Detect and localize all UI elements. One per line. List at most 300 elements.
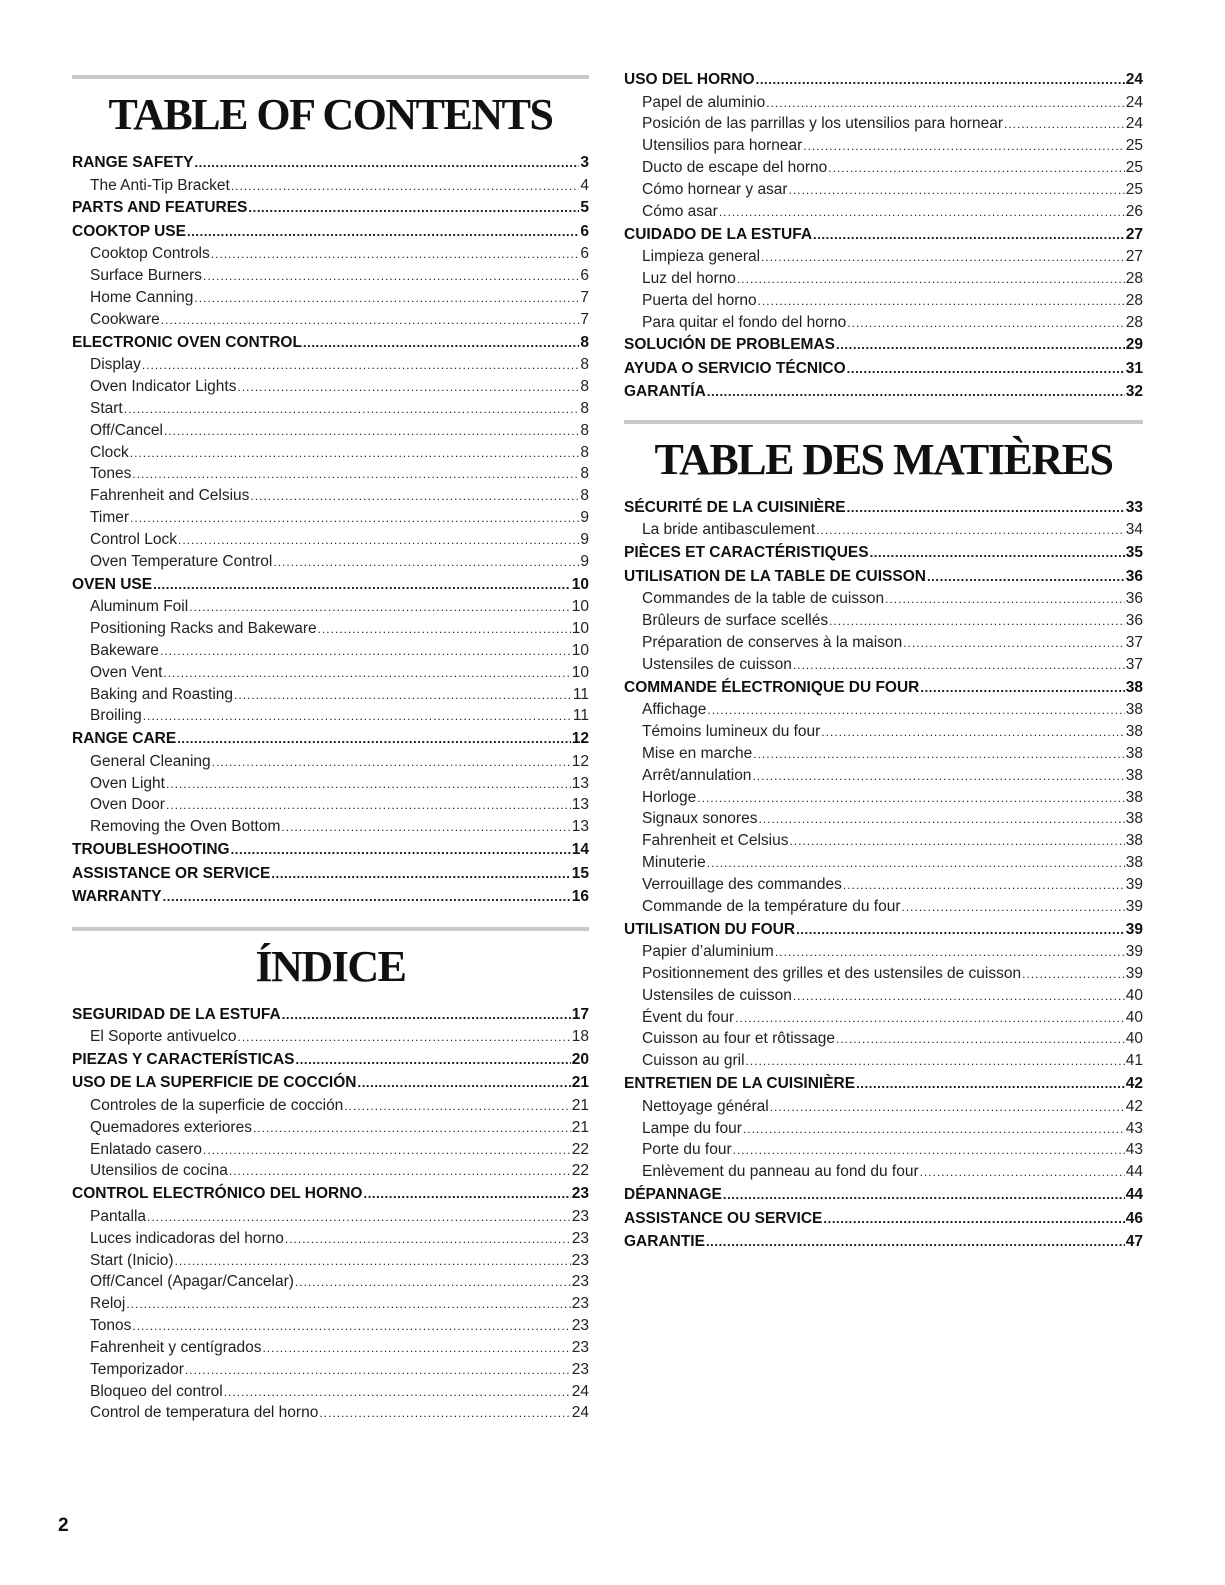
toc-subsection-entry [72, 243, 589, 265]
toc-page-number: 13 [571, 796, 589, 814]
toc-section-entry [72, 862, 589, 886]
toc-subsection-entry [624, 246, 1143, 268]
dot-leader [766, 93, 1125, 114]
toc-entry-title: Pantalla [90, 1207, 147, 1225]
dot-leader [248, 196, 579, 220]
toc-page-number: 23 [571, 1338, 589, 1356]
toc-subsection-entry [72, 751, 589, 773]
toc-entry-title: Papel de aluminio [642, 93, 766, 111]
toc-page-number: 33 [1125, 498, 1143, 516]
toc-entry-title: Broiling [90, 707, 142, 725]
toc-section-entry [624, 223, 1143, 247]
toc-subsection-entry [72, 773, 589, 795]
toc-page-number: 38 [1125, 810, 1143, 828]
dot-leader [870, 541, 1125, 565]
toc-page-number: 43 [1125, 1141, 1143, 1159]
toc-entry-title: SOLUCIÓN DE PROBLEMAS [624, 336, 835, 354]
toc-page-number: 8 [580, 333, 589, 351]
dot-leader [130, 443, 580, 464]
dot-leader [707, 380, 1125, 404]
toc-page-number: 24 [1125, 71, 1143, 88]
dot-leader [130, 508, 579, 529]
toc-subsection-entry [624, 268, 1143, 290]
dot-leader [823, 1207, 1124, 1231]
toc-entry-title: Posición de las parrillas y los utensilios para hornear [642, 115, 1003, 133]
dot-leader [132, 464, 579, 485]
dot-leader [234, 685, 572, 706]
toc-entry-title: ASSISTANCE OR SERVICE [72, 864, 271, 882]
toc-subsection-entry [72, 1026, 589, 1048]
toc-page-number: 27 [1125, 248, 1143, 266]
toc-entry-title: Utensilios para hornear [642, 137, 803, 155]
french-toc [624, 496, 1143, 1254]
toc-section-entry [624, 380, 1143, 404]
page-number: 2 [58, 1515, 69, 1536]
dot-leader [697, 788, 1124, 809]
toc-page-number: 10 [571, 663, 589, 681]
dot-leader [224, 1382, 571, 1403]
toc-page-number: 39 [1125, 897, 1143, 915]
dot-leader [719, 202, 1125, 223]
toc-entry-title: Luces indicadoras del horno [90, 1229, 284, 1247]
toc-section-entry [72, 331, 589, 355]
toc-entry-title: Control de temperatura del horno [90, 1404, 319, 1422]
toc-section-entry [72, 727, 589, 751]
toc-subsection-entry [72, 640, 589, 662]
toc-page-number: 12 [571, 730, 589, 748]
dot-leader [706, 1230, 1125, 1254]
dot-leader [142, 355, 580, 376]
toc-entry-title: Préparation de conserves à la maison [642, 633, 903, 651]
toc-entry-title: Minuterie [642, 854, 706, 872]
dot-leader [885, 589, 1125, 610]
dot-leader [262, 1338, 570, 1359]
toc-subsection-entry [72, 684, 589, 706]
dot-leader [166, 795, 571, 816]
toc-subsection-entry [72, 1160, 589, 1182]
toc-subsection-entry [624, 1028, 1143, 1050]
toc-page-number: 24 [1125, 93, 1143, 111]
toc-entry-title: Quemadores exteriores [90, 1118, 252, 1136]
dot-leader [756, 68, 1125, 92]
toc-entry-title: Commande de la température du four [642, 897, 901, 915]
dot-leader [187, 220, 579, 244]
dot-leader [856, 1072, 1125, 1096]
toc-entry-title: Enlatado casero [90, 1140, 203, 1158]
dot-leader [126, 1294, 570, 1315]
toc-entry-title: Commandes de la table de cuisson [642, 590, 885, 608]
toc-subsection-entry [72, 529, 589, 551]
toc-entry-title: USO DE LA SUPERFICIE DE COCCIÓN [72, 1074, 357, 1092]
dot-leader [296, 1048, 571, 1072]
spanish-toc-part-1 [72, 1003, 589, 1425]
toc-entry-title: PIEZAS Y CARACTERÍSTICAS [72, 1050, 295, 1068]
toc-page-number: 6 [580, 267, 589, 285]
dot-leader [203, 266, 579, 287]
toc-entry-title: Ustensiles de cuisson [642, 655, 792, 673]
toc-page-number: 9 [580, 530, 589, 548]
dot-leader [813, 223, 1125, 247]
dot-leader [282, 1003, 571, 1027]
toc-subsection-entry [624, 1096, 1143, 1118]
toc-entry-title: The Anti-Tip Bracket [90, 176, 230, 194]
toc-subsection-entry [624, 179, 1143, 201]
toc-section-entry [72, 838, 589, 862]
dot-leader [843, 875, 1125, 896]
toc-entry-title: Papier d’aluminium [642, 943, 774, 961]
dot-leader [132, 1316, 570, 1337]
toc-entry-title: COOKTOP USE [72, 222, 186, 240]
dot-leader [237, 377, 579, 398]
toc-page-number: 43 [1125, 1119, 1143, 1137]
toc-subsection-entry [72, 705, 589, 727]
toc-section-entry [624, 565, 1143, 589]
toc-entry-title: Bakeware [90, 641, 159, 659]
dot-leader [124, 399, 580, 420]
toc-subsection-entry [72, 1381, 589, 1403]
toc-entry-title: Cómo hornear y asar [642, 180, 788, 198]
toc-entry-title: La bride antibasculement [642, 521, 816, 539]
toc-entry-title: CUIDADO DE LA ESTUFA [624, 225, 813, 243]
toc-page-number: 37 [1125, 633, 1143, 651]
toc-entry-title: Verrouillage des commandes [642, 875, 842, 893]
toc-page-number: 23 [571, 1273, 589, 1291]
toc-section-entry [624, 496, 1143, 520]
toc-entry-title: Aluminum Foil [90, 598, 189, 616]
toc-page-number: 7 [580, 289, 589, 307]
dot-leader [357, 1071, 570, 1095]
toc-entry-title: Tones [90, 465, 132, 483]
toc-section-entry [624, 1207, 1143, 1231]
toc-page-number: 13 [571, 818, 589, 836]
dot-leader [177, 727, 571, 751]
toc-page-number: 23 [571, 1251, 589, 1269]
dot-leader [796, 918, 1125, 942]
toc-section-entry [624, 541, 1143, 565]
dot-leader [303, 331, 579, 355]
toc-page-number: 11 [572, 707, 589, 725]
section-rule [624, 420, 1143, 424]
dot-leader [1022, 964, 1125, 985]
dot-leader [175, 1251, 571, 1272]
toc-page-number: 44 [1125, 1186, 1143, 1204]
toc-subsection-entry [624, 654, 1143, 676]
toc-page-number: 16 [571, 888, 589, 906]
dot-leader [803, 136, 1124, 157]
toc-entry-title: ENTRETIEN DE LA CUISINIÈRE [624, 1075, 856, 1093]
toc-entry-title: El Soporte antivuelco [90, 1028, 237, 1046]
toc-entry-title: Témoins lumineux du four [642, 723, 821, 740]
toc-subsection-entry [72, 376, 589, 398]
toc-entry-title: PARTS AND FEATURES [72, 199, 248, 217]
toc-subsection-entry [624, 808, 1143, 830]
toc-entry-title: Para quitar el fondo del horno [642, 313, 847, 331]
toc-entry-title: Control Lock [90, 530, 178, 548]
toc-page-number: 8 [580, 487, 589, 505]
right-column [624, 0, 1143, 1254]
toc-subsection-entry [624, 830, 1143, 852]
toc-subsection-entry [624, 157, 1143, 179]
toc-page-number: 3 [580, 154, 589, 171]
dot-leader [775, 942, 1125, 963]
toc-subsection-entry [624, 1161, 1143, 1183]
toc-subsection-entry [624, 290, 1143, 312]
dot-leader [237, 1027, 570, 1048]
toc-page-number: 8 [580, 378, 589, 396]
toc-page-number: 10 [571, 598, 589, 616]
toc-section-entry [72, 1182, 589, 1206]
toc-subsection-entry [624, 699, 1143, 721]
toc-entry-title: Oven Temperature Control [90, 552, 273, 570]
toc-section-entry [624, 1183, 1143, 1207]
dot-leader [153, 573, 571, 597]
english-heading: TABLE OF CONTENTS [108, 90, 553, 139]
dot-leader [737, 269, 1125, 290]
toc-entry-title: Brûleurs de surface scellés [642, 612, 829, 630]
toc-page-number: 38 [1125, 723, 1143, 740]
toc-page-number: 22 [571, 1140, 589, 1158]
toc-page-number: 23 [571, 1317, 589, 1335]
dot-leader [927, 565, 1125, 589]
dot-leader [847, 496, 1125, 520]
dot-leader [194, 151, 579, 175]
english-toc [72, 151, 589, 909]
toc-entry-title: ELECTRONIC OVEN CONTROL [72, 333, 302, 351]
toc-entry-title: SÉCURITÉ DE LA CUISINIÈRE [624, 498, 846, 516]
toc-page-number: 8 [580, 443, 589, 461]
toc-entry-title: UTILISATION DU FOUR [624, 920, 796, 938]
toc-subsection-entry [624, 874, 1143, 896]
toc-entry-title: Surface Burners [90, 267, 202, 285]
toc-entry-title: Oven Light [90, 774, 165, 792]
toc-subsection-entry [72, 485, 589, 507]
dot-leader [295, 1272, 571, 1293]
dot-leader [319, 1403, 570, 1424]
toc-page-number: 23 [571, 1229, 589, 1247]
toc-page-number: 18 [571, 1028, 589, 1046]
toc-subsection-entry [624, 610, 1143, 632]
toc-subsection-entry [72, 551, 589, 573]
dot-leader [789, 831, 1124, 852]
toc-entry-title: Cookware [90, 310, 160, 328]
toc-entry-title: UTILISATION DE LA TABLE DE CUISSON [624, 567, 926, 585]
section-rule [72, 927, 589, 931]
toc-entry-title: Bloqueo del control [90, 1382, 223, 1400]
toc-page-number: 24 [571, 1404, 589, 1422]
toc-page-number: 25 [1125, 137, 1143, 155]
toc-entry-title: Temporizador [90, 1360, 184, 1378]
toc-entry-title: Baking and Roasting [90, 685, 234, 703]
dot-leader [189, 597, 571, 618]
toc-entry-title: SEGURIDAD DE LA ESTUFA [72, 1005, 281, 1023]
dot-leader [793, 655, 1125, 676]
toc-entry-title: Fahrenheit y centígrados [90, 1338, 262, 1356]
toc-page-number: 8 [580, 356, 589, 374]
toc-page-number: 23 [571, 1295, 589, 1313]
left-column [72, 0, 589, 1424]
toc-page-number: 21 [571, 1074, 589, 1092]
toc-entry-title: Mise en marche [642, 744, 753, 762]
toc-entry-title: Évent du four [642, 1008, 735, 1026]
toc-page-number: 37 [1125, 655, 1143, 673]
toc-subsection-entry [72, 1095, 589, 1117]
toc-subsection-entry [72, 618, 589, 640]
dot-leader [231, 838, 571, 862]
toc-subsection-entry [72, 1293, 589, 1315]
dot-leader [344, 1096, 570, 1117]
toc-section-entry [624, 1072, 1143, 1096]
toc-page-number: 13 [571, 774, 589, 792]
toc-subsection-entry [72, 309, 589, 331]
toc-subsection-entry [72, 398, 589, 420]
dot-leader [364, 1182, 571, 1206]
toc-page-number: 40 [1125, 986, 1143, 1004]
toc-page-number: 23 [571, 1360, 589, 1378]
toc-page-number: 38 [1125, 788, 1143, 806]
dot-leader [203, 1140, 571, 1161]
toc-page-number: 8 [580, 399, 589, 417]
toc-page-number: 23 [571, 1185, 589, 1203]
toc-subsection-entry [72, 1315, 589, 1337]
toc-entry-title: Home Canning [90, 289, 194, 307]
toc-entry-title: Off/Cancel (Apagar/Cancelar) [90, 1273, 294, 1291]
toc-subsection-entry [624, 632, 1143, 654]
toc-subsection-entry [624, 312, 1143, 334]
dot-leader [229, 1161, 571, 1182]
toc-entry-title: WARRANTY [72, 888, 162, 906]
toc-subsection-entry [624, 743, 1143, 765]
toc-subsection-entry [72, 442, 589, 464]
toc-subsection-entry [72, 265, 589, 287]
toc-section-entry [72, 196, 589, 220]
toc-page-number: 38 [1125, 832, 1143, 850]
toc-subsection-entry [624, 985, 1143, 1007]
toc-subsection-entry [624, 92, 1143, 114]
toc-page-number: 24 [1125, 115, 1143, 133]
dot-leader [285, 1229, 571, 1250]
toc-entry-title: PIÈCES ET CARACTÉRISTIQUES [624, 544, 869, 562]
toc-section-entry [72, 220, 589, 244]
toc-subsection-entry [624, 852, 1143, 874]
toc-entry-title: Display [90, 356, 141, 374]
dot-leader [250, 486, 579, 507]
section-rule [72, 75, 589, 79]
toc-subsection-entry [72, 1139, 589, 1161]
toc-page-number: 42 [1125, 1097, 1143, 1115]
toc-entry-title: Oven Door [90, 796, 165, 814]
dot-leader [793, 986, 1125, 1007]
toc-subsection-entry [624, 765, 1143, 787]
toc-page-number: 25 [1125, 159, 1143, 177]
toc-entry-title: Cuisson au four et rôtissage [642, 1030, 835, 1048]
toc-section-entry [72, 1003, 589, 1027]
toc-page-number: 8 [580, 465, 589, 483]
dot-leader [707, 853, 1125, 874]
toc-entry-title: Utensilios de cocina [90, 1162, 228, 1180]
toc-entry-title: Ducto de escape del horno [642, 159, 828, 177]
toc-entry-title: Lampe du four [642, 1119, 742, 1137]
toc-page-number: 20 [571, 1050, 589, 1068]
dot-leader [185, 1360, 571, 1381]
toc-subsection-entry [624, 1118, 1143, 1140]
toc-section-entry [624, 68, 1143, 92]
toc-entry-title: Reloj [90, 1295, 126, 1313]
toc-page-number: 32 [1125, 383, 1143, 401]
toc-entry-title: Tonos [90, 1317, 132, 1335]
toc-page-number: 27 [1125, 225, 1143, 243]
toc-subsection-entry [624, 135, 1143, 157]
toc-page-number: 36 [1125, 612, 1143, 630]
toc-section-entry [72, 885, 589, 909]
toc-entry-title: Enlèvement du panneau au fond du four [642, 1163, 919, 1181]
dot-leader [920, 676, 1124, 700]
toc-entry-title: Fahrenheit and Celsius [90, 487, 250, 505]
toc-page-number: 10 [571, 620, 589, 637]
toc-section-entry [72, 1071, 589, 1095]
dot-leader [836, 1029, 1125, 1050]
toc-subsection-entry [72, 596, 589, 618]
spanish-heading: ÍNDICE [255, 941, 406, 991]
dot-leader [231, 176, 580, 197]
dot-leader [733, 1140, 1125, 1161]
toc-page-number: 12 [571, 752, 589, 770]
toc-subsection-entry [72, 1206, 589, 1228]
dot-leader [821, 722, 1124, 743]
dot-leader [163, 663, 570, 684]
toc-page-number: 10 [571, 641, 589, 659]
toc-section-entry [624, 333, 1143, 357]
toc-entry-title: Nettoyage général [642, 1097, 769, 1115]
toc-entry-title: Fahrenheit et Celsius [642, 832, 789, 850]
toc-page-number: 39 [1125, 943, 1143, 961]
dot-leader [253, 1118, 571, 1139]
toc-page-number: 9 [580, 552, 589, 570]
dot-leader [735, 1008, 1125, 1029]
toc-entry-title: TROUBLESHOOTING [72, 841, 230, 859]
toc-entry-title: General Cleaning [90, 752, 211, 770]
dot-leader [178, 530, 579, 551]
dot-leader [752, 766, 1124, 787]
toc-entry-title: Cuisson au gril [642, 1052, 745, 1070]
toc-page-number: 26 [1125, 202, 1143, 220]
dot-leader [761, 247, 1125, 268]
toc-subsection-entry [624, 721, 1143, 743]
dot-leader [789, 180, 1125, 201]
toc-subsection-entry [72, 354, 589, 376]
toc-page-number: 44 [1125, 1163, 1143, 1181]
toc-subsection-entry [72, 420, 589, 442]
toc-page-number: 36 [1125, 590, 1143, 608]
toc-page-number: 25 [1125, 180, 1143, 198]
toc-page-number: 41 [1125, 1052, 1143, 1070]
toc-subsection-entry [72, 662, 589, 684]
toc-entry-title: GARANTIE [624, 1233, 705, 1251]
toc-subsection-entry [624, 519, 1143, 541]
toc-page-number: 38 [1125, 766, 1143, 784]
toc-page-number: 46 [1125, 1209, 1143, 1227]
toc-page-number: 4 [580, 176, 589, 194]
toc-page-number: 39 [1125, 920, 1143, 938]
toc-entry-title: Limpieza general [642, 248, 761, 266]
toc-section-entry [624, 676, 1143, 700]
toc-subsection-entry [72, 1402, 589, 1424]
toc-entry-title: Cómo asar [642, 202, 718, 220]
toc-page-number: 34 [1125, 521, 1143, 539]
dot-leader [212, 752, 571, 773]
toc-page-number: 22 [571, 1162, 589, 1180]
toc-page-number: 7 [580, 310, 589, 328]
toc-subsection-entry [72, 1117, 589, 1139]
